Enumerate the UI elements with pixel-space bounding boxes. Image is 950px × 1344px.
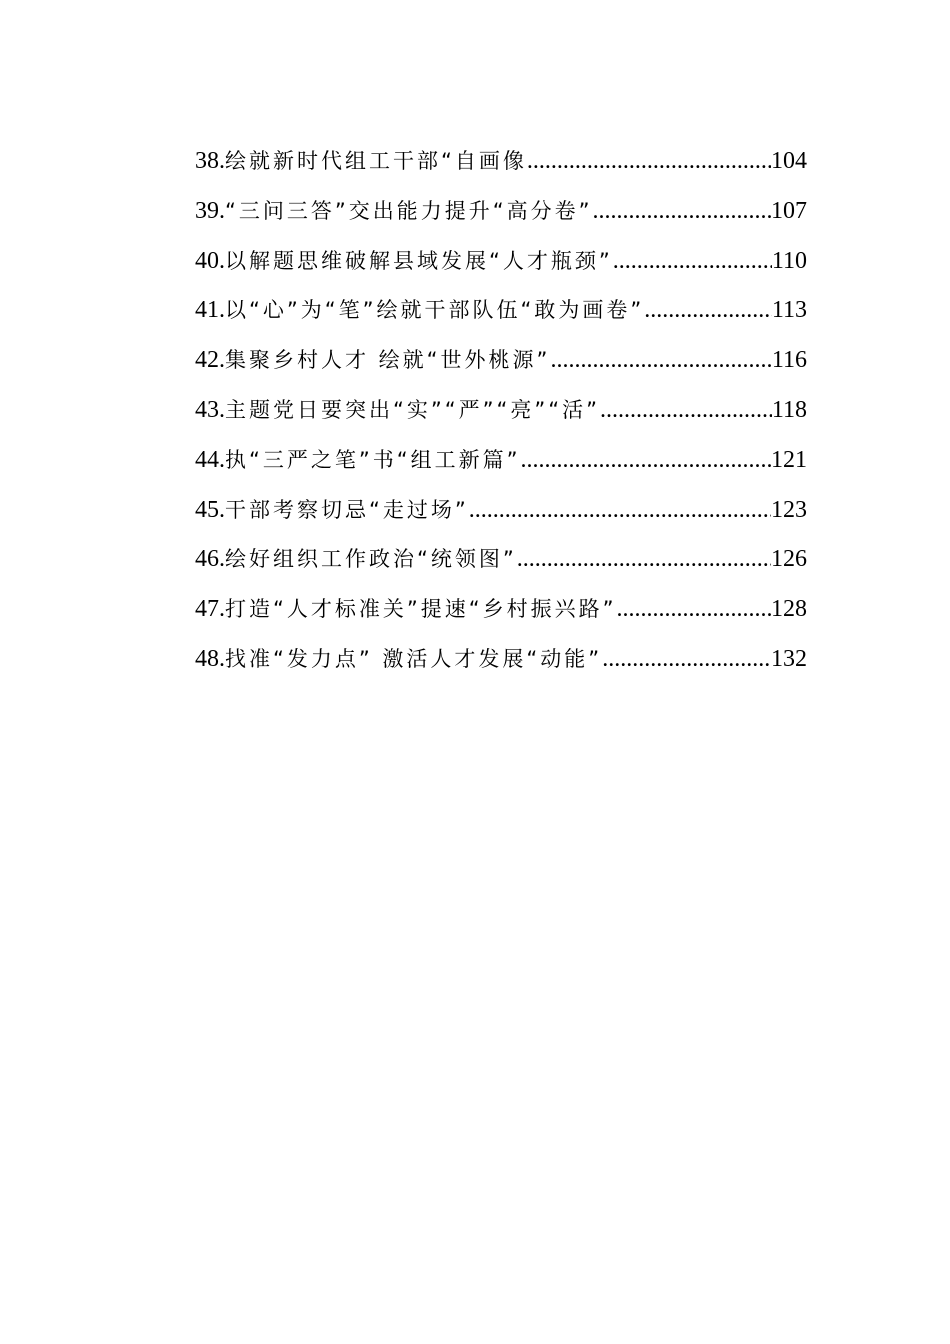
toc-dot-leader <box>602 635 771 685</box>
toc-entry[interactable] <box>195 535 807 585</box>
toc-entry-number: 39. <box>195 197 225 224</box>
toc-dot-leader <box>593 187 771 237</box>
toc-dot-leader <box>469 486 771 536</box>
toc-entry-number: 45. <box>195 496 225 523</box>
toc-entry-title: 干部考察切忌“走过场” <box>225 497 469 522</box>
toc-entry-title: 找准“发力点” 激活人才发展“动能” <box>225 646 603 671</box>
toc-entry-number: 38. <box>195 148 225 174</box>
toc-entry-title: 打造“人才标准关”提速“乡村振兴路” <box>225 597 617 622</box>
toc-entry-number: 42. <box>195 347 225 374</box>
toc-entry-page-number: 113 <box>771 297 807 324</box>
toc-entry-page-number: 123 <box>771 496 807 523</box>
toc-entry-page-number: 132 <box>771 645 807 672</box>
toc-entry-page-number: 121 <box>771 446 807 473</box>
toc-entry-title: 以“心”为“笔”绘就干部队伍“敢为画卷” <box>225 298 645 323</box>
toc-entry-number: 40. <box>195 247 225 274</box>
toc-entry[interactable] <box>195 336 807 386</box>
toc-entry-number: 41. <box>195 297 225 324</box>
toc-entry[interactable] <box>195 386 807 436</box>
toc-entry[interactable] <box>195 635 807 685</box>
toc-entry-title: 以解题思维破解县域发展“人才瓶颈” <box>225 248 613 273</box>
toc-entry-number: 46. <box>195 546 225 573</box>
toc-entry-title: 绘好组织工作政治“统领图” <box>225 547 517 572</box>
toc-entry-number: 47. <box>195 596 225 623</box>
toc-dot-leader <box>527 137 771 187</box>
toc-entry-page-number: 110 <box>771 247 807 274</box>
toc-entry-title: 绘就新时代组工干部“自画像 <box>225 149 527 173</box>
toc-entry-page-number: 118 <box>771 396 807 423</box>
toc-entry[interactable] <box>195 486 807 536</box>
toc-entry-page-number: 116 <box>771 347 807 374</box>
toc-dot-leader <box>600 386 772 436</box>
toc-entry-page-number: 104 <box>771 148 807 174</box>
toc-entry[interactable] <box>195 237 807 287</box>
toc-entry[interactable] <box>195 187 807 237</box>
toc-dot-leader <box>644 286 772 336</box>
toc-dot-leader <box>550 336 771 386</box>
toc-dot-leader <box>521 436 771 486</box>
toc-dot-leader <box>517 535 771 585</box>
toc-entry-page-number: 126 <box>771 546 807 573</box>
table-of-contents <box>195 137 807 685</box>
toc-dot-leader <box>613 237 772 287</box>
toc-entry-page-number: 128 <box>771 596 807 623</box>
toc-entry-page-number: 107 <box>771 197 807 224</box>
toc-entry[interactable] <box>195 286 807 336</box>
toc-entry-title: 执“三严之笔”书“组工新篇” <box>225 447 521 472</box>
toc-entry[interactable] <box>195 585 807 635</box>
toc-entry-number: 44. <box>195 446 225 473</box>
toc-entry-title: “三问三答”交出能力提升“高分卷” <box>225 198 593 223</box>
toc-entry-title: 主题党日要突出“实”“严”“亮”“活” <box>225 397 601 422</box>
toc-entry[interactable] <box>195 137 807 187</box>
toc-entry-title: 集聚乡村人才 绘就“世外桃源” <box>225 348 551 373</box>
toc-entry[interactable] <box>195 436 807 486</box>
toc-entry-number: 43. <box>195 396 225 423</box>
toc-entry-number: 48. <box>195 645 225 672</box>
toc-dot-leader <box>617 585 771 635</box>
